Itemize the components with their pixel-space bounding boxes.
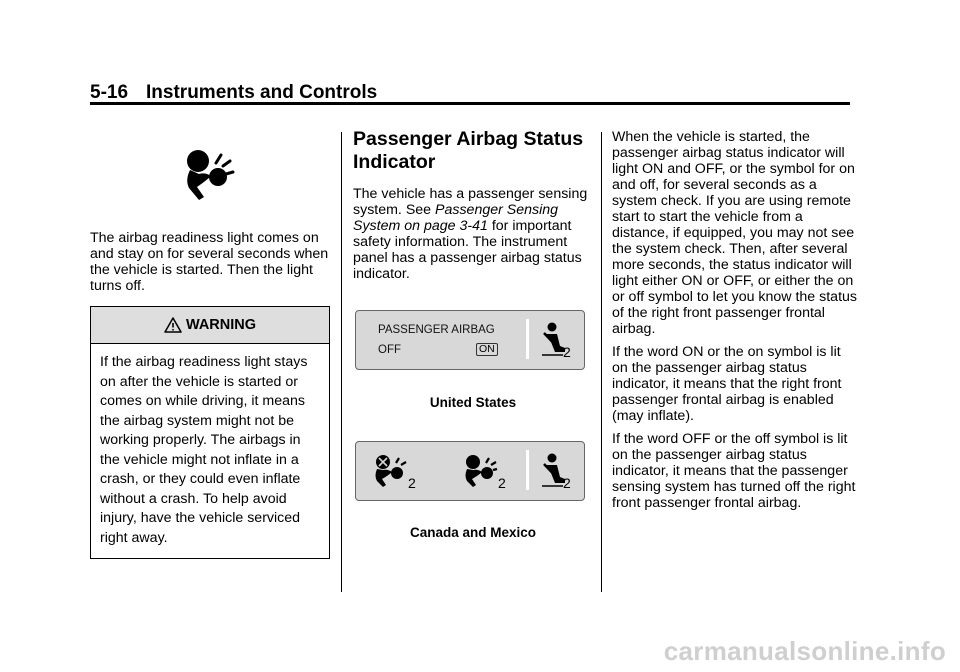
column-divider-1	[341, 132, 342, 592]
paragraph-system-check: When the vehicle is started, the passenger airbag status indicator will light ON and OFF, or the symbol for on and off, for several seconds as a system check. If you are using remote start to start the vehicle from a distance, if equipped, you may not see the system check. Then, after several more seconds, the status indicator will light either ON or OFF, or either the on or off symbol to let you know the status of the right front passenger frontal airbag.	[612, 129, 857, 337]
warning-box	[90, 306, 330, 559]
warning-header	[91, 307, 329, 344]
cross-reference: Passenger Sensing System on page 3-41	[353, 202, 559, 234]
us-caption: United States	[429, 395, 517, 410]
airbag-readiness-icon	[185, 150, 235, 202]
panel-number: 2	[563, 344, 571, 360]
paragraph-on-status: If the word ON or the on symbol is lit on the passenger airbag status indicator, it means that the right front passenger frontal airbag is enabled (may inflate).	[612, 344, 842, 424]
warning-triangle-icon	[164, 317, 182, 333]
canada-number-1: 2	[408, 475, 416, 491]
panel-label-top: PASSENGER AIRBAG	[378, 324, 495, 336]
column-divider-2	[601, 132, 602, 592]
warning-body: If the airbag readiness light stays on after the vehicle is started or comes on while driving, it means the airbag system might not be working properly. The airbags in the vehicle might not inflate in a crash, or they could even inflate without a crash. To help avoid injury, have the vehicle serviced right away.	[100, 354, 308, 546]
page-header	[90, 82, 850, 104]
airbag-icon-wrap	[90, 150, 330, 226]
canada-number-2: 2	[498, 475, 506, 491]
page-number: 5-16	[90, 82, 129, 103]
airbag-off-icon	[374, 454, 408, 488]
header-rule	[90, 102, 850, 105]
intro-paragraph	[353, 186, 593, 282]
section-title: Instruments and Controls	[146, 82, 378, 103]
airbag-on-icon	[464, 454, 498, 488]
canada-caption: Canada and Mexico	[409, 525, 537, 540]
us-indicator-panel	[355, 310, 585, 370]
canada-panel-divider	[526, 450, 529, 490]
intro-text: The vehicle has a passenger sensing system. See	[353, 186, 588, 218]
section-heading: Passenger Airbag Status Indicator	[353, 128, 584, 173]
column-3	[612, 129, 857, 518]
panel-label-off: OFF	[378, 344, 401, 356]
panel-label-on: ON	[476, 343, 498, 356]
intro-text-2: for important safety information. The instrument panel has a passenger airbag status indicator.	[353, 218, 582, 282]
watermark: carmanualsonline.info	[663, 636, 946, 666]
readiness-description: The airbag readiness light comes on and stay on for several seconds when the vehicle is started. Then the light turns off.	[90, 230, 329, 294]
panel-divider	[526, 319, 529, 359]
column-1	[90, 150, 330, 559]
paragraph-off-status: If the word OFF or the off symbol is lit on the passenger airbag status indicator, it means that the passenger sensing system has turned off the right front passenger frontal airbag.	[612, 431, 856, 511]
column-2	[353, 128, 593, 541]
canada-number-3: 2	[563, 475, 571, 491]
canada-indicator-panel	[355, 441, 585, 501]
warning-title: WARNING	[185, 317, 257, 333]
